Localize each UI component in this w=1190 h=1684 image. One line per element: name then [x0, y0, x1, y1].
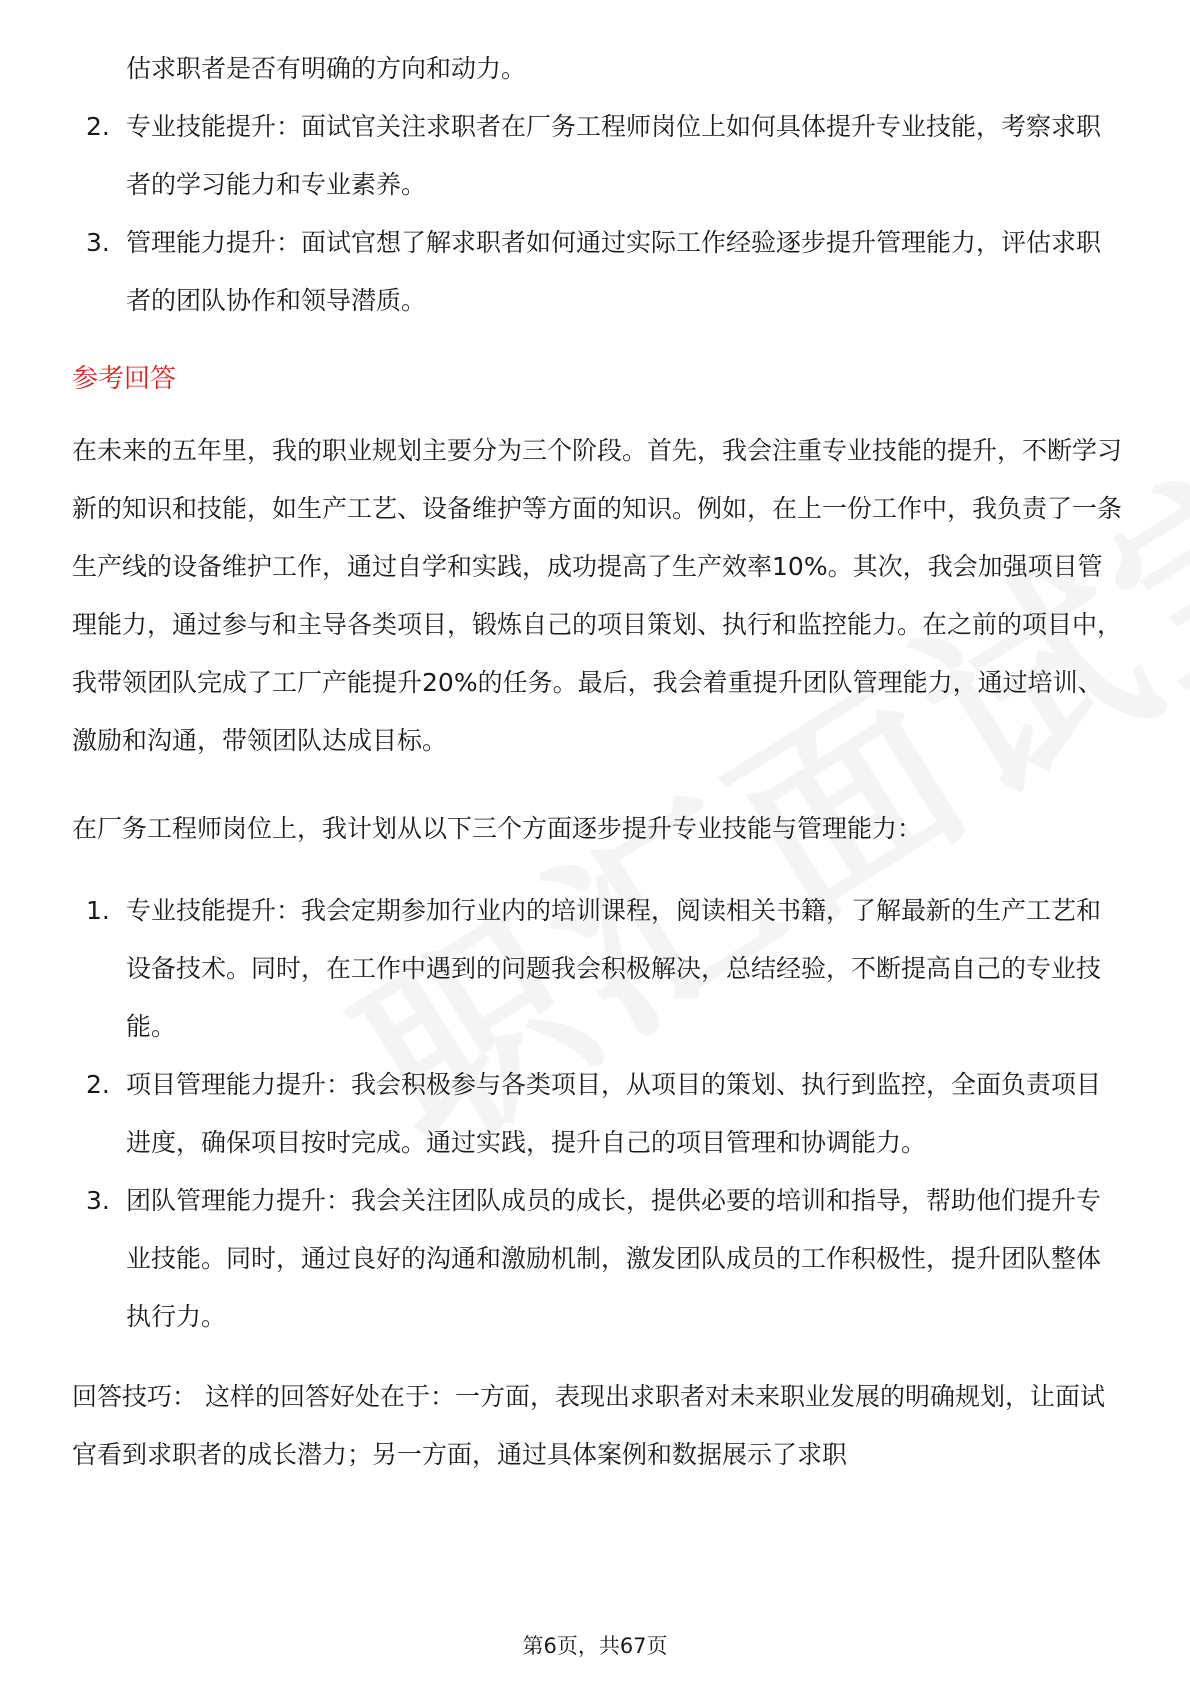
- answer-paragraph: 在未来的五年里，我的职业规划主要分为三个阶段。首先，我会注重专业技能的提升，不断学习新的知识和技能，如生产工艺、设备维护等方面的知识。例如，在上一份工作中，我负责了一条生产线的设备维护工作，通过自学和实践，成功提高了生产效率10%。其次，我会加强项目管理能力，通过参与和主导各类项目，锻炼自己的项目策划、执行和监控能力。在之前的项目中，我带领团队完成了工厂产能提升20%的任务。最后，我会着重提升团队管理能力，通过培训、激励和沟通，带领团队达成目标。: [72, 436, 1123, 755]
- answer-heading: 参考回答: [72, 364, 177, 394]
- list-number: 3.: [86, 228, 110, 257]
- list-item: [72, 882, 1122, 1056]
- list-item-text: 管理能力提升：面试官想了解求职者如何通过实际工作经验逐步提升管理能力，评估求职者的团队协作和领导潜质。: [126, 228, 1102, 315]
- list-item-text: 专业技能提升：我会定期参加行业内的培训课程，阅读相关书籍，了解最新的生产工艺和设备技术。同时，在工作中遇到的问题我会积极解决，总结经验，不断提高自己的专业技能。: [126, 896, 1102, 1041]
- answer-tips: 回答技巧： 这样的回答好处在于：一方面，表现出求职者对未来职业发展的明确规划，让面试官看到求职者的成长潜力；另一方面，通过具体案例和数据展示了求职: [72, 1382, 1105, 1469]
- list-item: [72, 1172, 1122, 1346]
- list-number: 3.: [86, 1186, 110, 1215]
- list-number: 2.: [86, 1070, 110, 1099]
- list-number: 2.: [86, 112, 110, 141]
- intro-item-1-continuation: 估求职者是否有明确的方向和动力。: [126, 54, 527, 83]
- list-item-text: 专业技能提升：面试官关注求职者在厂务工程师岗位上如何具体提升专业技能，考察求职者的学习能力和专业素养。: [126, 112, 1102, 199]
- plan-intro: 在厂务工程师岗位上，我计划从以下三个方面逐步提升专业技能与管理能力：: [72, 814, 923, 843]
- list-item-text: 团队管理能力提升：我会关注团队成员的成长，提供必要的培训和指导，帮助他们提升专业技能。同时，通过良好的沟通和激励机制，激发团队成员的工作积极性，提升团队整体执行力。: [126, 1186, 1102, 1331]
- list-item: [72, 214, 1122, 330]
- list-item: [72, 98, 1122, 214]
- intro-list: [72, 98, 1122, 330]
- plan-list: [72, 882, 1122, 1346]
- list-item: [72, 1056, 1122, 1172]
- page-content: [72, 40, 1122, 1484]
- list-item-text: 项目管理能力提升：我会积极参与各类项目，从项目的策划、执行到监控，全面负责项目进度，确保项目按时完成。通过实践，提升自己的项目管理和协调能力。: [126, 1070, 1102, 1157]
- page-number: 第6页，共67页: [522, 1634, 668, 1658]
- list-number: 1.: [86, 896, 110, 925]
